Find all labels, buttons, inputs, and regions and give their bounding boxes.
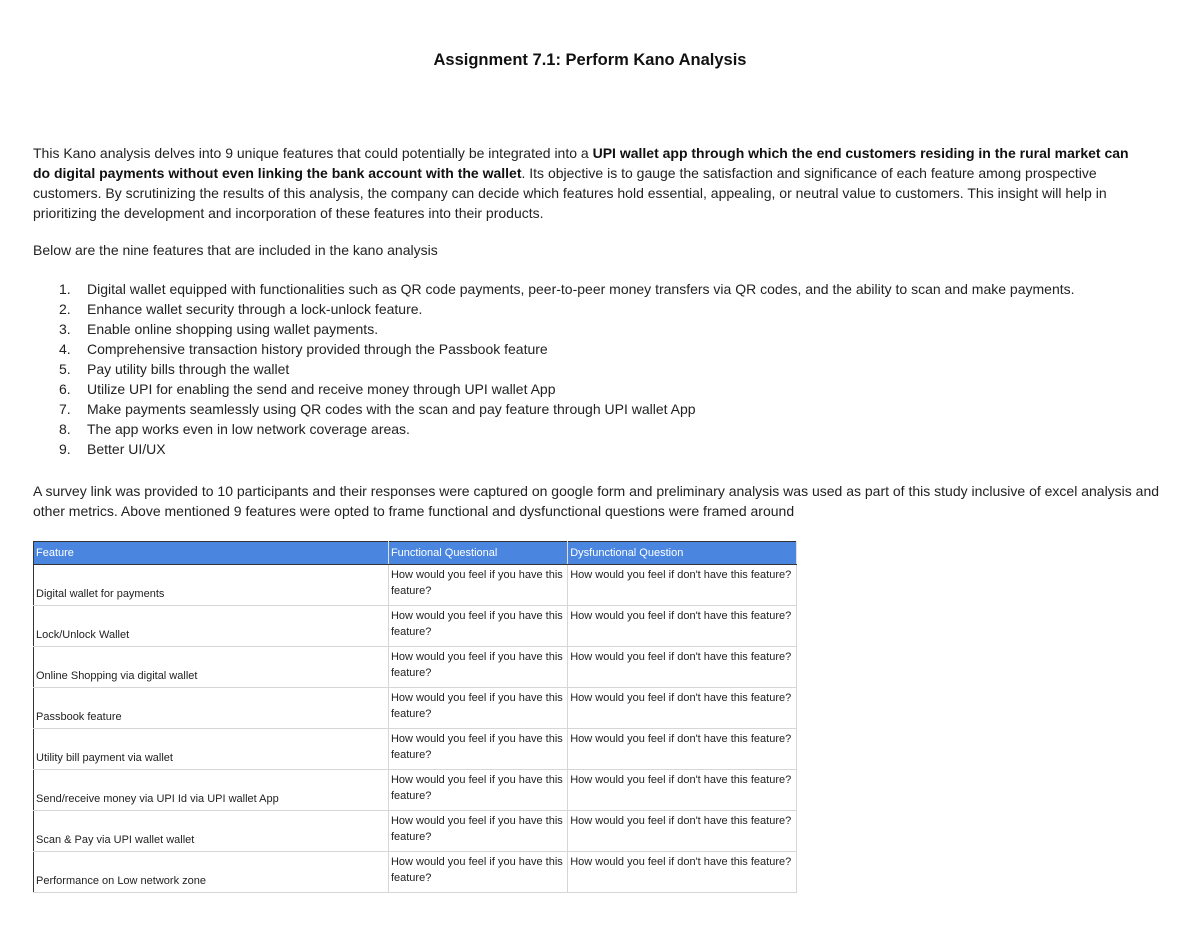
cell-dysfunctional: How would you feel if don't have this feature? xyxy=(568,688,797,729)
cell-dysfunctional: How would you feel if don't have this feature? xyxy=(568,852,797,893)
cell-feature: Scan & Pay via UPI wallet wallet xyxy=(34,811,389,852)
cell-functional: How would you feel if you have this feature? xyxy=(388,688,567,729)
header-feature: Feature xyxy=(34,542,389,565)
feature-number: 4. xyxy=(59,341,71,357)
feature-text: Make payments seamlessly using QR codes with the scan and pay feature through UPI wallet App xyxy=(87,401,696,417)
table-header-row xyxy=(34,542,797,565)
feature-text: Pay utility bills through the wallet xyxy=(87,361,290,377)
table-row xyxy=(34,811,797,852)
feature-item xyxy=(33,359,1075,379)
intro-paragraph xyxy=(33,143,1143,223)
feature-item xyxy=(33,399,1075,419)
cell-feature: Digital wallet for payments xyxy=(34,565,389,606)
cell-dysfunctional: How would you feel if don't have this feature? xyxy=(568,606,797,647)
feature-text: Better UI/UX xyxy=(87,441,166,457)
feature-text: Comprehensive transaction history provided through the Passbook feature xyxy=(87,341,548,357)
feature-item xyxy=(33,379,1075,399)
cell-functional: How would you feel if you have this feature? xyxy=(388,729,567,770)
feature-text: Enable online shopping using wallet payments. xyxy=(87,321,379,337)
cell-feature: Passbook feature xyxy=(34,688,389,729)
cell-feature: Online Shopping via digital wallet xyxy=(34,647,389,688)
feature-item xyxy=(33,419,1075,439)
feature-item xyxy=(33,319,1075,339)
cell-dysfunctional: How would you feel if don't have this feature? xyxy=(568,811,797,852)
feature-item xyxy=(33,279,1075,299)
cell-dysfunctional: How would you feel if don't have this feature? xyxy=(568,647,797,688)
cell-feature: Lock/Unlock Wallet xyxy=(34,606,389,647)
feature-number: 5. xyxy=(59,361,71,377)
feature-text: Digital wallet equipped with functionalities such as QR code payments, peer-to-peer money transfers via QR codes, and the ability to scan and make payments. xyxy=(87,281,1075,297)
cell-feature: Send/receive money via UPI Id via UPI wallet App xyxy=(34,770,389,811)
feature-number: 2. xyxy=(59,301,71,317)
page-title: Assignment 7.1: Perform Kano Analysis xyxy=(433,51,747,69)
cell-feature: Utility bill payment via wallet xyxy=(34,729,389,770)
cell-functional: How would you feel if you have this feature? xyxy=(388,606,567,647)
table-row xyxy=(34,647,797,688)
feature-item xyxy=(33,339,1075,359)
table-row xyxy=(34,852,797,893)
feature-item xyxy=(33,299,1075,319)
intro-text-2: . Its objective is to gauge the satisfaction and significance of each feature among prospective customers. By scrutinizing the results of this analysis, the company can decide which features hold essential, appealing, or neutral value to customers. This insight will help in prioritizing the development and incorporation of these features into their products. xyxy=(33,165,1107,221)
header-dysfunctional: Dysfunctional Question xyxy=(568,542,797,565)
cell-functional: How would you feel if you have this feature? xyxy=(388,647,567,688)
table-row xyxy=(34,729,797,770)
feature-number: 6. xyxy=(59,381,71,397)
table-row xyxy=(34,565,797,606)
feature-item xyxy=(33,439,1075,459)
feature-number: 1. xyxy=(59,281,71,297)
cell-dysfunctional: How would you feel if don't have this feature? xyxy=(568,770,797,811)
cell-feature: Performance on Low network zone xyxy=(34,852,389,893)
intro-bold-text: UPI wallet app through which the end customers residing in the rural market can do digital payments without even linking the bank account with the wallet xyxy=(33,145,1129,181)
feature-text: The app works even in low network coverage areas. xyxy=(87,421,410,437)
cell-dysfunctional: How would you feel if don't have this feature? xyxy=(568,729,797,770)
cell-dysfunctional: How would you feel if don't have this feature? xyxy=(568,565,797,606)
feature-text: Enhance wallet security through a lock-unlock feature. xyxy=(87,301,423,317)
cell-functional: How would you feel if you have this feature? xyxy=(388,852,567,893)
cell-functional: How would you feel if you have this feature? xyxy=(388,565,567,606)
cell-functional: How would you feel if you have this feature? xyxy=(388,770,567,811)
cell-functional: How would you feel if you have this feature? xyxy=(388,811,567,852)
kano-questions-table xyxy=(33,541,797,893)
intro-text-1: This Kano analysis delves into 9 unique features that could potentially be integrated into a xyxy=(33,145,593,161)
features-list xyxy=(33,279,1075,459)
feature-number: 8. xyxy=(59,421,71,437)
feature-text: Utilize UPI for enabling the send and receive money through UPI wallet App xyxy=(87,381,556,397)
header-functional: Functional Questional xyxy=(388,542,567,565)
feature-number: 7. xyxy=(59,401,71,417)
table-row xyxy=(34,770,797,811)
features-intro: Below are the nine features that are included in the kano analysis xyxy=(33,242,438,258)
survey-paragraph: A survey link was provided to 10 participants and their responses were captured on google form and preliminary analysis was used as part of this study inclusive of excel analysis and other metrics. Above mentioned 9 features were opted to frame functional and dysfunctional questions were framed around xyxy=(33,483,1160,519)
feature-number: 3. xyxy=(59,321,71,337)
feature-number: 9. xyxy=(59,441,71,457)
table-row xyxy=(34,688,797,729)
table-row xyxy=(34,606,797,647)
